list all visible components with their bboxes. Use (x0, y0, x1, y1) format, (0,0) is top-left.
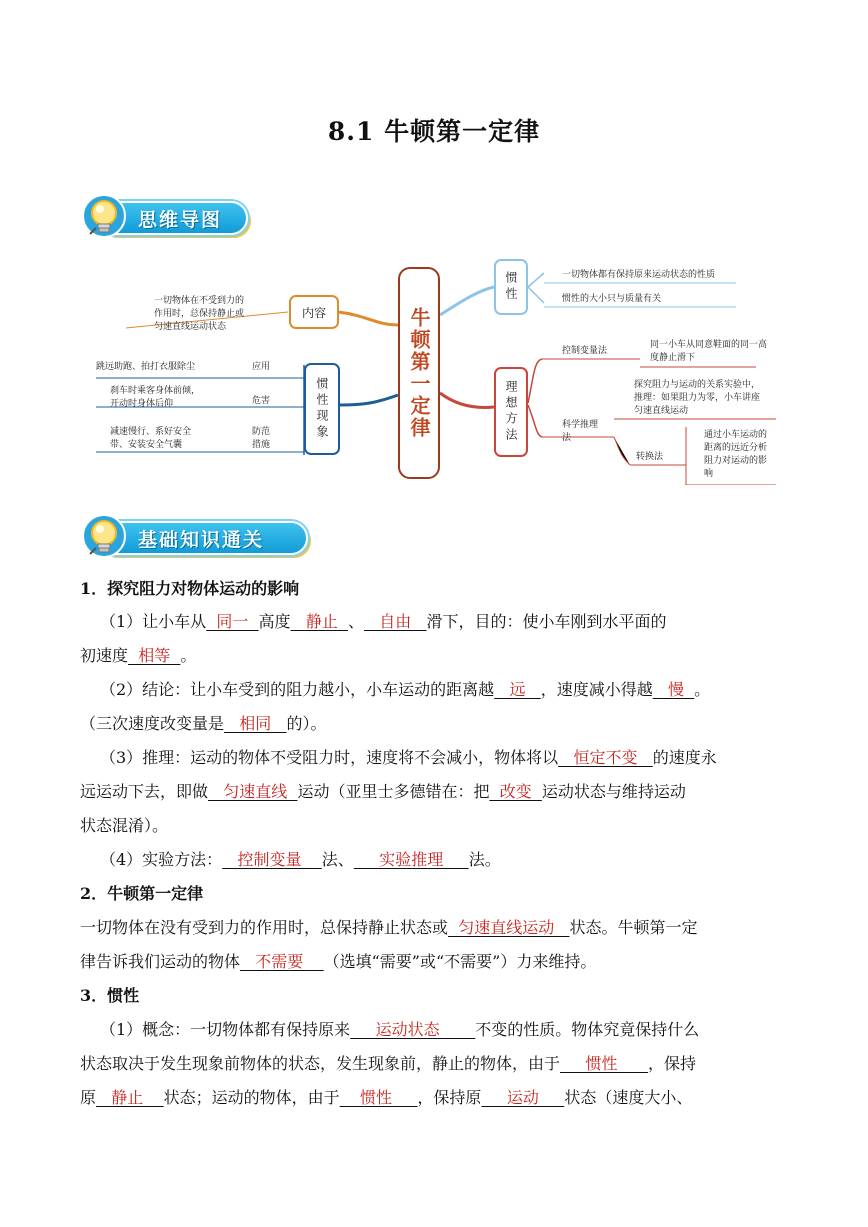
answer-blank: 控制变量 (222, 850, 322, 869)
answer-blank: 同一 (206, 612, 259, 631)
xianxiang-item-1: 跳远助跑、拍打衣服除尘 (96, 362, 196, 372)
s1-p3b: 远运动下去，即做 匀速直线 运动（亚里士多德错在：把 改变 运动状态与维持运动 (80, 782, 686, 801)
guanxing-item-2: 惯性的大小只与质量有关 (562, 294, 662, 304)
answer-blank: 惯性 (339, 1088, 418, 1107)
section-3-heading: 3．惯性 (80, 986, 140, 1005)
answer-blank: 相等 (128, 646, 181, 665)
lixiang-kexue-text: 探究阻力与运动的关系实验中， 推理：如果阻力为零，小车讲座 匀速直线运动 (634, 380, 761, 416)
s1-p2b: （三次速度改变量是 相同 的）。 (80, 714, 327, 733)
node-neirong-text: 一切物体在不受到力的 作用时，总保持静止或 匀速直线运动状态 (154, 296, 245, 332)
answer-blank: 不需要 (240, 952, 324, 971)
lixiang-zhuanhuan-label: 转换法 (636, 452, 664, 462)
node-lixiang: 理想方法 (494, 367, 528, 457)
xianxiang-tag-1: 应用 (252, 362, 271, 372)
s1-p3: （3）推理：运动的物体不受阻力时，速度将不会减小，物体将以 恒定不变 的速度永 (100, 748, 717, 767)
section-2-heading: 2．牛顿第一定律 (80, 884, 204, 903)
s1-p1b: 初速度 相等 。 (80, 646, 197, 665)
guanxing-item-1: 一切物体都有保持原来运动状态的性质 (562, 270, 716, 280)
section-banner-basics (80, 512, 310, 564)
lixiang-kexue-label: 科学推理法 (562, 420, 599, 443)
xianxiang-item-3: 减速慢行、系好安全 带、安装安全气囊 (110, 427, 192, 450)
banner-label: 思维导图 (138, 208, 223, 231)
node-guanxing: 惯性 (494, 259, 528, 315)
lixiang-zhuanhuan-text: 通过小车运动的 距离的远近分析 阻力对运动的影 响 (704, 430, 768, 479)
s1-p3c: 状态混淆）。 (80, 816, 169, 835)
s3-p1c: 原 静止 状态；运动的物体，由于 惯性 ，保持原 运动 状态（速度大小、 (80, 1088, 693, 1107)
banner-label: 基础知识通关 (138, 528, 265, 551)
s1-p1: （1）让小车从 同一 高度 静止 、 自由 滑下，目的：使小车刚到水平面的 (100, 612, 667, 631)
section-banner-mindmap (80, 192, 250, 244)
s3-p1: （1）概念：一切物体都有保持原来 运动状态 不变的性质。物体究竟保持什么 (100, 1020, 700, 1039)
mind-map-connectors (96, 255, 786, 485)
answer-blank: 恒定不变 (558, 748, 653, 767)
answer-blank: 改变 (489, 782, 542, 801)
s1-p2: （2）结论：让小车受到的阻力越小，小车运动的距离越 远 ，速度减小得越 慢 。 (100, 680, 711, 699)
xianxiang-tag-3: 防范措施 (252, 427, 271, 450)
answer-blank: 远 (494, 680, 541, 699)
answer-blank: 相同 (224, 714, 287, 733)
lixiang-kongzhi-label: 控制变量法 (562, 346, 608, 356)
section-1-heading: 1．探究阻力对物体运动的影响 (80, 579, 300, 598)
s3-p1b: 状态取决于发生现象前物体的状态，发生现象前，静止的物体，由于 惯性 ，保持 (80, 1054, 696, 1073)
answer-blank: 静止 (96, 1088, 164, 1107)
xianxiang-item-2: 刹车时乘客身体前倾， 开动时身体后仰 (110, 386, 201, 409)
answer-blank: 自由 (364, 612, 427, 631)
answer-blank: 运动 (481, 1088, 565, 1107)
s2-p1: 一切物体在没有受到力的作用时，总保持静止状态或 匀速直线运动 状态。牛顿第一定 (80, 918, 698, 937)
s2-p1b: 律告诉我们运动的物体 不需要 （选填“需要”或“不需要”）力来维持。 (80, 952, 597, 971)
s1-p4: （4）实验方法： 控制变量 法、 实验推理 法。 (100, 850, 501, 869)
xianxiang-tag-2: 危害 (252, 396, 271, 406)
lightbulb-icon (80, 512, 132, 564)
page-title: 8.1 牛顿第一定律 (327, 117, 541, 146)
node-neirong: 内容 (289, 295, 339, 329)
answer-blank: 静止 (290, 612, 348, 631)
answer-blank: 匀速直线 (208, 782, 298, 801)
answer-blank: 慢 (652, 680, 695, 699)
lightbulb-icon (80, 192, 132, 244)
answer-blank: 运动状态 (350, 1020, 476, 1039)
mind-map-center: 牛顿第一定律 (398, 267, 440, 479)
answer-blank: 匀速直线运动 (448, 918, 570, 937)
mind-map (96, 255, 786, 485)
answer-blank: 实验推理 (353, 850, 469, 869)
lixiang-kongzhi-text: 同一小车从同意鞋面的同一高 度静止滑下 (650, 340, 768, 363)
answer-blank: 惯性 (560, 1054, 648, 1073)
node-guanxing-xianxiang: 惯性现象 (304, 363, 340, 455)
